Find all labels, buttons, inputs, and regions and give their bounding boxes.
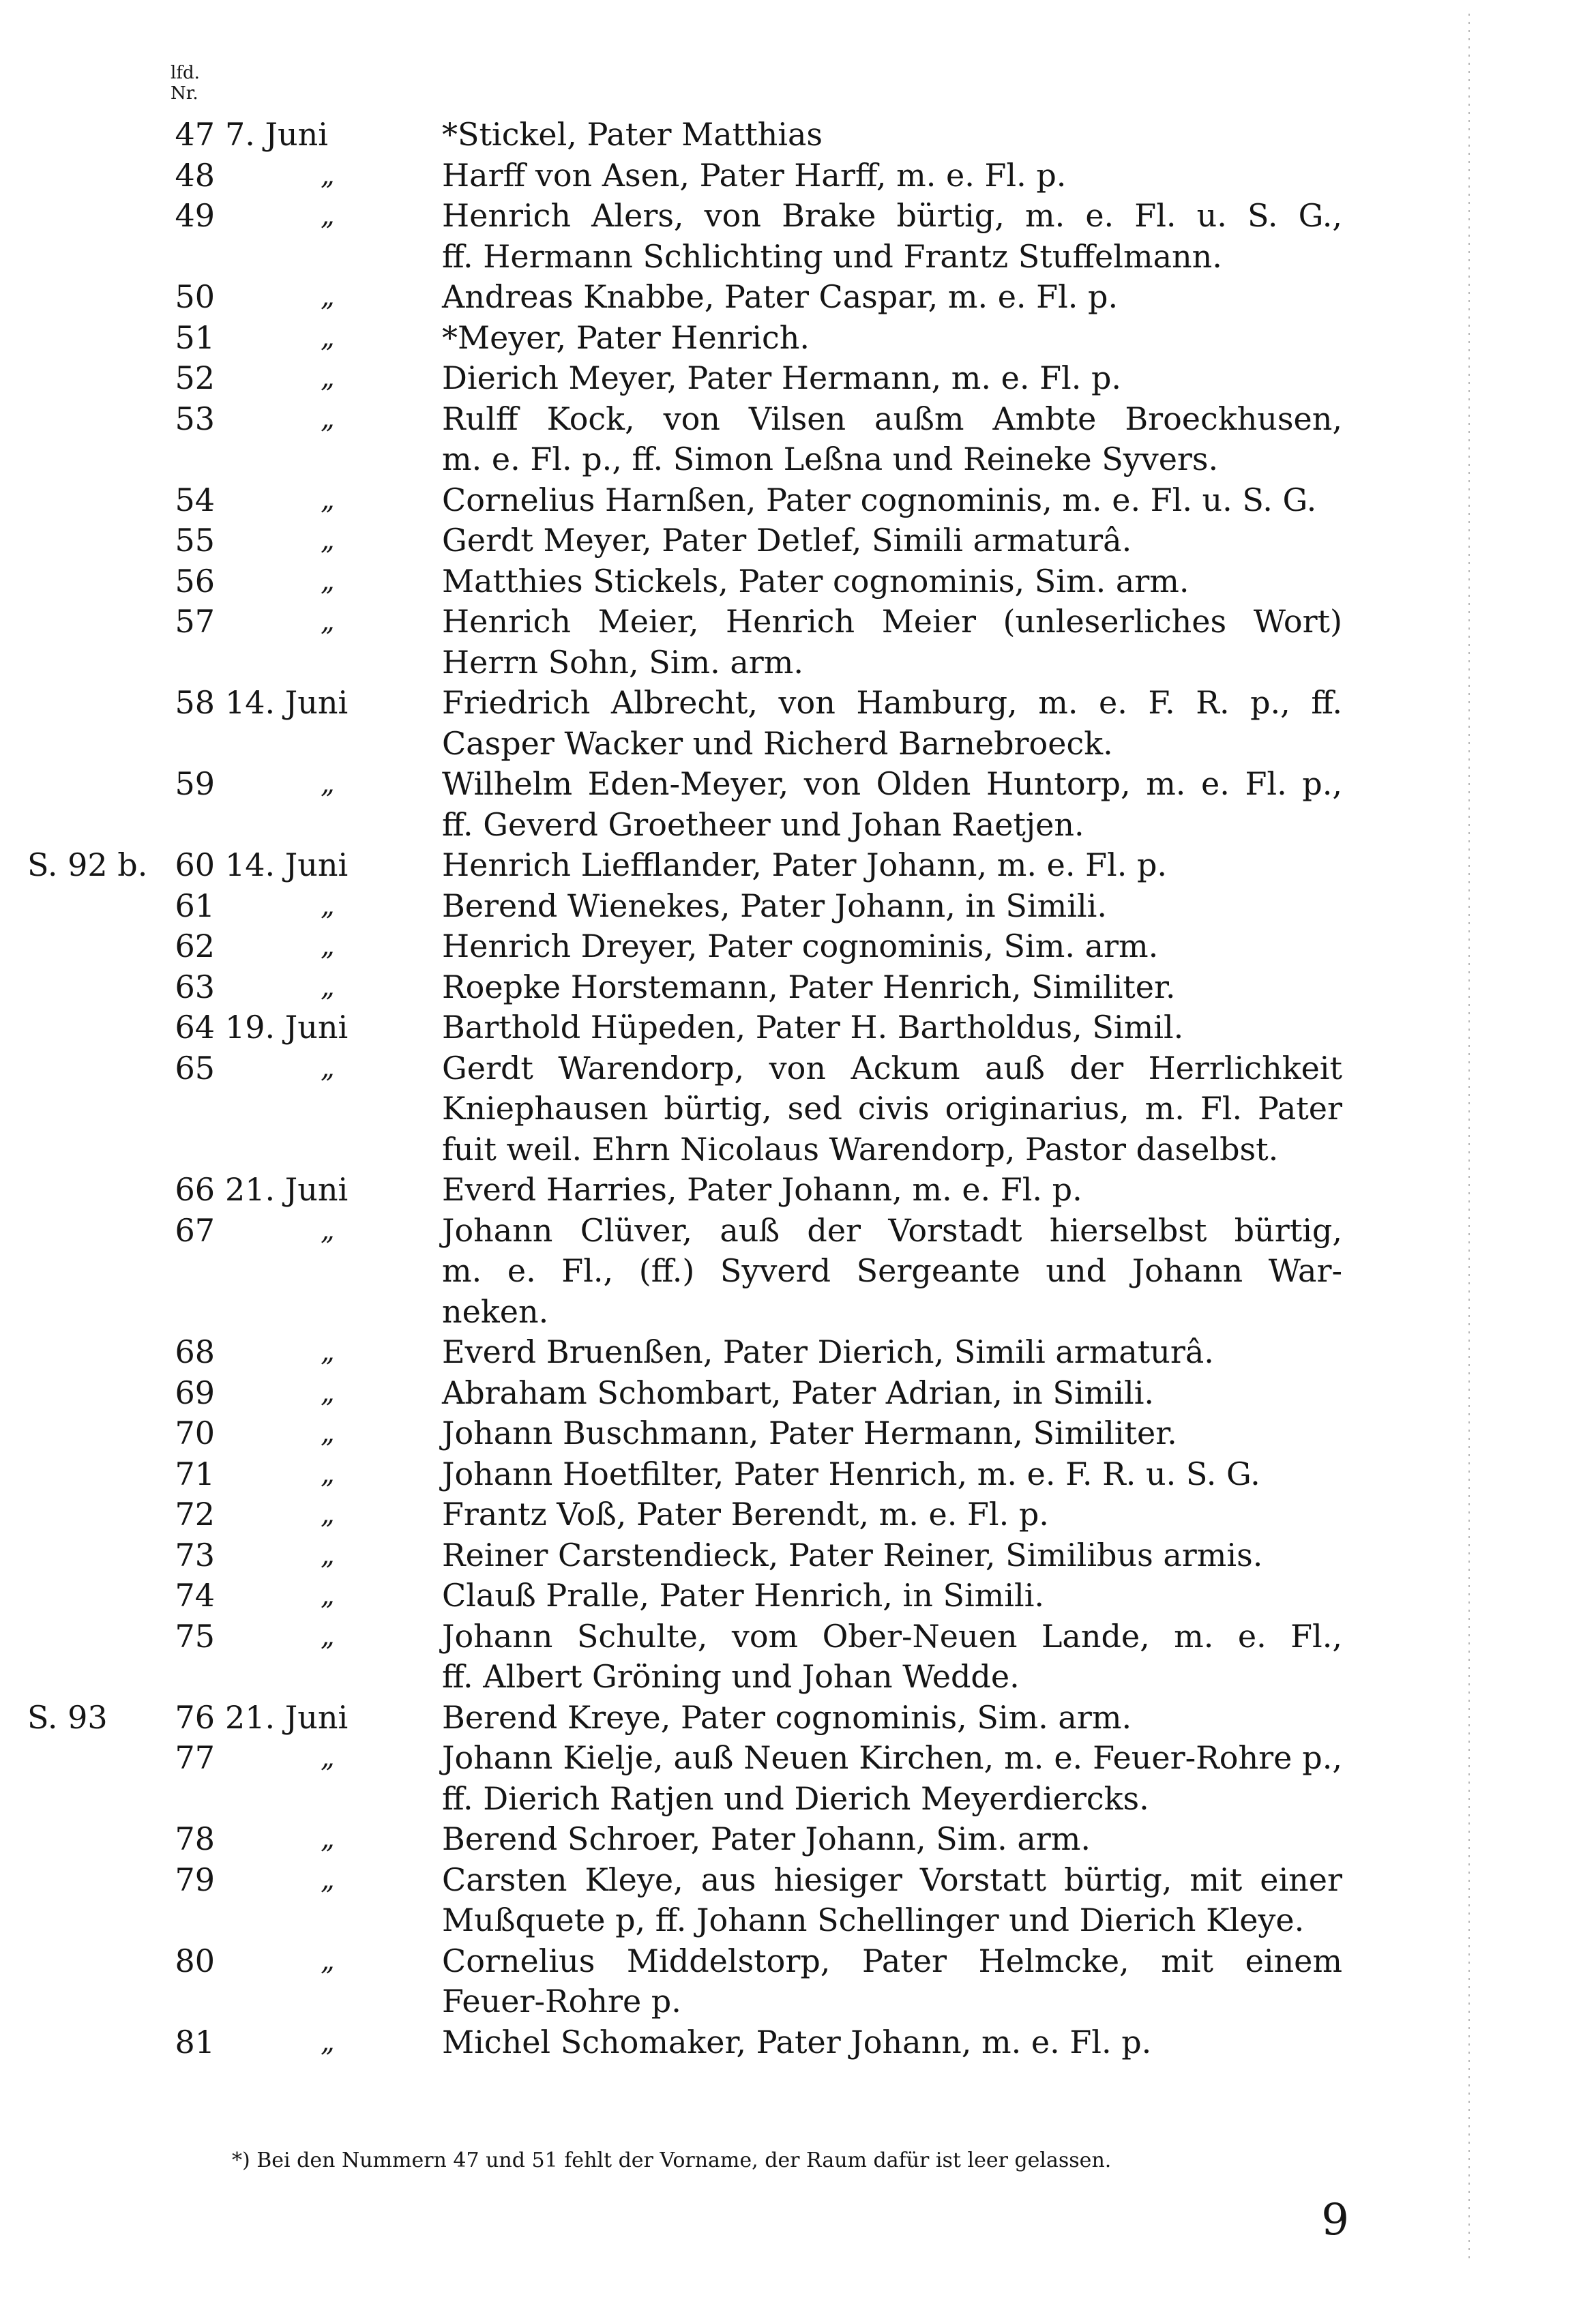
entry-number: 50 — [175, 278, 215, 315]
entry-text: neken. — [442, 1293, 549, 1330]
entry-line — [0, 399, 1364, 440]
entry-text: Henrich Meier, Henrich Meier (unleserliches Wort) — [442, 603, 1342, 640]
ditto-mark: „ — [321, 1620, 335, 1652]
entry-line — [0, 1900, 1364, 1941]
entry-text: m. e. Fl. p., ff. Simon Leßna und Reineke Syvers. — [442, 441, 1219, 477]
entry-line — [0, 1616, 1364, 1657]
entry-date: 7. Juni — [225, 116, 328, 153]
ditto-mark: „ — [321, 402, 335, 434]
entry-text: Berend Wienekes, Pater Johann, in Simili. — [442, 887, 1108, 924]
entry-text: Johann Kielje, auß Neuen Kirchen, m. e. Feuer-Rohre p., — [442, 1739, 1342, 1776]
entry-line — [0, 318, 1364, 359]
entry-number: 48 — [175, 156, 215, 194]
entry-date: 21. Juni — [225, 1698, 349, 1736]
ditto-mark: „ — [321, 1742, 335, 1773]
entry-text: Gerdt Meyer, Pater Detlef, Simili armaturâ. — [442, 522, 1132, 559]
entry-line — [0, 237, 1364, 278]
entry-number: 66 — [175, 1171, 215, 1208]
entry-text: ff. Hermann Schlichting und Frantz Stuffelmann. — [442, 237, 1222, 275]
entry-text: ff. Dierich Ratjen und Dierich Meyerdiercks. — [442, 1779, 1149, 1817]
entry-number: 74 — [175, 1577, 215, 1614]
entry-text: Cornelius Middelstorp, Pater Helmcke, mit einem — [442, 1942, 1342, 1979]
entry-number: 69 — [175, 1374, 215, 1411]
entry-text: Cornelius Harnßen, Pater cognominis, m. e. Fl. u. S. G. — [442, 481, 1317, 518]
scan-edge-noise — [1465, 14, 1473, 2264]
ditto-mark: „ — [321, 1498, 335, 1530]
entry-line — [0, 1332, 1364, 1373]
entry-text: Andreas Knabbe, Pater Caspar, m. e. Fl. p. — [442, 278, 1119, 315]
register-entry — [0, 1332, 1364, 1373]
register-entry — [0, 845, 1364, 886]
entry-number: 52 — [175, 359, 215, 396]
ditto-mark: „ — [321, 1823, 335, 1855]
ditto-mark: „ — [321, 1052, 335, 1084]
entry-number: 75 — [175, 1617, 215, 1655]
entry-line — [0, 1779, 1364, 1820]
entry-text: Wilhelm Eden-Meyer, von Olden Huntorp, m. e. Fl. p., — [442, 765, 1342, 802]
entry-number: 73 — [175, 1536, 215, 1574]
ditto-mark: „ — [321, 565, 335, 597]
entry-number: 60 — [175, 846, 215, 883]
entry-text: Casper Wacker und Richerd Barnebroeck. — [442, 724, 1113, 762]
entry-line — [0, 1211, 1364, 1252]
entry-text: m. e. Fl., (ff.) Syverd Sergeante und Johann War- — [442, 1252, 1342, 1289]
entry-date: 21. Juni — [225, 1171, 349, 1208]
entry-number: 76 — [175, 1698, 215, 1736]
ditto-mark: „ — [321, 1945, 335, 1977]
register-entry — [0, 115, 1364, 156]
entry-number: 77 — [175, 1739, 215, 1776]
entry-text: Henrich Liefflander, Pater Johann, m. e. Fl. p. — [442, 846, 1168, 883]
entry-line — [0, 1292, 1364, 1333]
entry-number: 65 — [175, 1049, 215, 1087]
entry-text: Carsten Kleye, aus hiesiger Vorstatt bürtig, mit einer — [442, 1861, 1342, 1898]
entry-text: Frantz Voß, Pater Berendt, m. e. Fl. p. — [442, 1496, 1049, 1533]
entry-line — [0, 115, 1364, 156]
page-reference: S. 92 b. — [27, 846, 148, 883]
register-entry — [0, 358, 1364, 399]
register-entry — [0, 1576, 1364, 1616]
entry-line — [0, 1129, 1364, 1170]
entry-line — [0, 1373, 1364, 1414]
register-entry — [0, 967, 1364, 1008]
entry-number: 56 — [175, 562, 215, 600]
entry-number: 80 — [175, 1942, 215, 1979]
entry-date: 14. Juni — [225, 846, 349, 883]
entry-number: 71 — [175, 1455, 215, 1492]
entry-line — [0, 1698, 1364, 1739]
register-entry — [0, 1454, 1364, 1495]
register-entry — [0, 318, 1364, 359]
ditto-mark: „ — [321, 1336, 335, 1368]
ditto-mark: „ — [321, 1214, 335, 1246]
ditto-mark: „ — [321, 1539, 335, 1571]
entry-text: Kniephausen bürtig, sed civis originarius, m. Fl. Pater — [442, 1090, 1342, 1127]
entry-number: 59 — [175, 765, 215, 802]
entry-line — [0, 156, 1364, 196]
register-entry — [0, 399, 1364, 480]
entry-line — [0, 480, 1364, 521]
entry-number: 49 — [175, 197, 215, 234]
entry-number: 58 — [175, 684, 215, 721]
entry-text: ff. Albert Gröning und Johan Wedde. — [442, 1658, 1020, 1695]
entry-text: *Meyer, Pater Henrich. — [442, 319, 810, 356]
register-entry — [0, 1373, 1364, 1414]
entry-text: Feuer-Rohre p. — [442, 1983, 681, 2020]
entry-line — [0, 1494, 1364, 1535]
register-entry — [0, 764, 1364, 845]
entry-number: 79 — [175, 1861, 215, 1898]
entry-line — [0, 1657, 1364, 1698]
column-header: lfd. Nr. — [171, 63, 200, 104]
entry-line — [0, 1007, 1364, 1048]
entry-number: 54 — [175, 481, 215, 518]
register-entry — [0, 2022, 1364, 2063]
entry-text: Reiner Carstendieck, Pater Reiner, Similibus armis. — [442, 1536, 1263, 1574]
entry-line — [0, 1860, 1364, 1901]
ditto-mark: „ — [321, 2026, 335, 2058]
entry-line — [0, 886, 1364, 927]
entry-line — [0, 1576, 1364, 1616]
entry-line — [0, 1251, 1364, 1292]
page-number: 9 — [1321, 2195, 1349, 2245]
register-entry — [0, 1738, 1364, 1819]
register-entry — [0, 1413, 1364, 1454]
entry-number: 47 — [175, 116, 215, 153]
entry-text: Barthold Hüpeden, Pater H. Bartholdus, Simil. — [442, 1009, 1184, 1046]
page-reference: S. 93 — [27, 1698, 108, 1736]
entry-line — [0, 1454, 1364, 1495]
entry-line — [0, 1170, 1364, 1211]
entry-line — [0, 1738, 1364, 1779]
entry-line — [0, 561, 1364, 602]
entry-line — [0, 642, 1364, 683]
entry-text: Friedrich Albrecht, von Hamburg, m. e. F. R. p., ff. — [442, 684, 1342, 721]
entry-number: 72 — [175, 1496, 215, 1533]
ditto-mark: „ — [321, 281, 335, 312]
entry-number: 63 — [175, 968, 215, 1005]
register-entry — [0, 926, 1364, 967]
entry-line — [0, 926, 1364, 967]
register-entry — [0, 156, 1364, 196]
entry-line — [0, 724, 1364, 765]
register-entry — [0, 1941, 1364, 2022]
entry-text: fuit weil. Ehrn Nicolaus Warendorp, Pastor daselbst. — [442, 1130, 1279, 1168]
entry-text: Dierich Meyer, Pater Hermann, m. e. Fl. p. — [442, 359, 1122, 396]
entry-line — [0, 967, 1364, 1008]
entry-line — [0, 1981, 1364, 2022]
entry-date: 19. Juni — [225, 1009, 349, 1046]
entry-line — [0, 439, 1364, 480]
entry-number: 70 — [175, 1415, 215, 1451]
entry-text: Abraham Schombart, Pater Adrian, in Simili. — [442, 1374, 1155, 1411]
register-entry — [0, 277, 1364, 318]
entry-line — [0, 2022, 1364, 2063]
entry-text: Gerdt Warendorp, von Ackum auß der Herrlichkeit — [442, 1049, 1342, 1087]
entry-line — [0, 1819, 1364, 1860]
entry-date: 14. Juni — [225, 684, 349, 721]
entry-line — [0, 683, 1364, 724]
ditto-mark: „ — [321, 1580, 335, 1611]
entry-number: 53 — [175, 400, 215, 437]
entry-number: 62 — [175, 928, 215, 964]
register-entry — [0, 1860, 1364, 1941]
register-entry — [0, 1048, 1364, 1170]
entry-line — [0, 277, 1364, 318]
entry-text: Johann Schulte, vom Ober-Neuen Lande, m. e. Fl., — [442, 1617, 1342, 1655]
entry-line — [0, 196, 1364, 237]
entry-line — [0, 1048, 1364, 1089]
entry-line — [0, 1535, 1364, 1576]
entry-line — [0, 602, 1364, 642]
entry-line — [0, 1941, 1364, 1982]
register-entry — [0, 1819, 1364, 1860]
entry-text: Roepke Horstemann, Pater Henrich, Similiter. — [442, 968, 1176, 1005]
ditto-mark: „ — [321, 889, 335, 921]
register-entry — [0, 1170, 1364, 1211]
entry-text: Michel Schomaker, Pater Johann, m. e. Fl. p. — [442, 2023, 1152, 2060]
register-entry — [0, 1494, 1364, 1535]
entry-number: 78 — [175, 1820, 215, 1857]
entry-text: Berend Schroer, Pater Johann, Sim. arm. — [442, 1820, 1091, 1857]
entry-line — [0, 805, 1364, 846]
register-entry — [0, 480, 1364, 521]
register-entry — [0, 1616, 1364, 1698]
register-entry — [0, 1535, 1364, 1576]
entry-line — [0, 358, 1364, 399]
entry-text: ff. Geverd Groetheer und Johan Raetjen. — [442, 806, 1084, 843]
entry-number: 51 — [175, 319, 215, 356]
entry-line — [0, 845, 1364, 886]
ditto-mark: „ — [321, 606, 335, 637]
entry-text: Johann Hoetfilter, Pater Henrich, m. e. F. R. u. S. G. — [442, 1455, 1260, 1492]
entry-number: 64 — [175, 1009, 215, 1046]
entry-number: 61 — [175, 887, 215, 924]
entry-line — [0, 1413, 1364, 1454]
ditto-mark: „ — [321, 1417, 335, 1449]
entry-text: Johann Clüver, auß der Vorstadt hierselbst bürtig, — [442, 1211, 1342, 1249]
ditto-mark: „ — [321, 1458, 335, 1490]
entry-line — [0, 1089, 1364, 1129]
ditto-mark: „ — [321, 159, 335, 191]
register-entry — [0, 1211, 1364, 1333]
register-entry — [0, 1007, 1364, 1048]
register-entry — [0, 683, 1364, 764]
ditto-mark: „ — [321, 1376, 335, 1408]
ditto-mark: „ — [321, 930, 335, 962]
register-entry — [0, 602, 1364, 683]
entry-number: 68 — [175, 1333, 215, 1370]
ditto-mark: „ — [321, 321, 335, 353]
entry-text: Herrn Sohn, Sim. arm. — [442, 643, 804, 681]
entry-text: *Stickel, Pater Matthias — [442, 116, 823, 153]
entry-number: 67 — [175, 1211, 215, 1249]
entry-number: 81 — [175, 2023, 215, 2060]
ditto-mark: „ — [321, 200, 335, 231]
entry-text: Matthies Stickels, Pater cognominis, Sim. arm. — [442, 562, 1189, 600]
entry-text: Henrich Dreyer, Pater cognominis, Sim. arm. — [442, 928, 1159, 964]
entry-text: Henrich Alers, von Brake bürtig, m. e. Fl. u. S. G., — [442, 197, 1342, 234]
register-entries — [0, 115, 1364, 2063]
entry-number: 57 — [175, 603, 215, 640]
entry-text: Rulff Kock, von Vilsen außm Ambte Broeckhusen, — [442, 400, 1342, 437]
register-entry — [0, 196, 1364, 277]
ditto-mark: „ — [321, 971, 335, 1003]
ditto-mark: „ — [321, 484, 335, 516]
entry-text: Harff von Asen, Pater Harff, m. e. Fl. p. — [442, 156, 1067, 194]
entry-text: Johann Buschmann, Pater Hermann, Similiter. — [442, 1415, 1177, 1451]
entry-text: Everd Harries, Pater Johann, m. e. Fl. p. — [442, 1171, 1082, 1208]
entry-line — [0, 764, 1364, 805]
ditto-mark: „ — [321, 525, 335, 556]
register-entry — [0, 886, 1364, 927]
footnote: *) Bei den Nummern 47 und 51 fehlt der Vorname, der Raum dafür ist leer gelassen. — [232, 2148, 1112, 2172]
entry-text: Clauß Pralle, Pater Henrich, in Simili. — [442, 1577, 1045, 1614]
ditto-mark: „ — [321, 1863, 335, 1895]
register-entry — [0, 520, 1364, 561]
register-entry — [0, 561, 1364, 602]
entry-text: Everd Bruenßen, Pater Dierich, Simili armaturâ. — [442, 1333, 1214, 1370]
ditto-mark: „ — [321, 362, 335, 394]
register-entry — [0, 1698, 1364, 1739]
entry-line — [0, 520, 1364, 561]
entry-text: Mußquete p, ff. Johann Schellinger und Dierich Kleye. — [442, 1902, 1305, 1938]
ditto-mark: „ — [321, 768, 335, 799]
entry-number: 55 — [175, 522, 215, 559]
entry-text: Berend Kreye, Pater cognominis, Sim. arm. — [442, 1698, 1132, 1736]
